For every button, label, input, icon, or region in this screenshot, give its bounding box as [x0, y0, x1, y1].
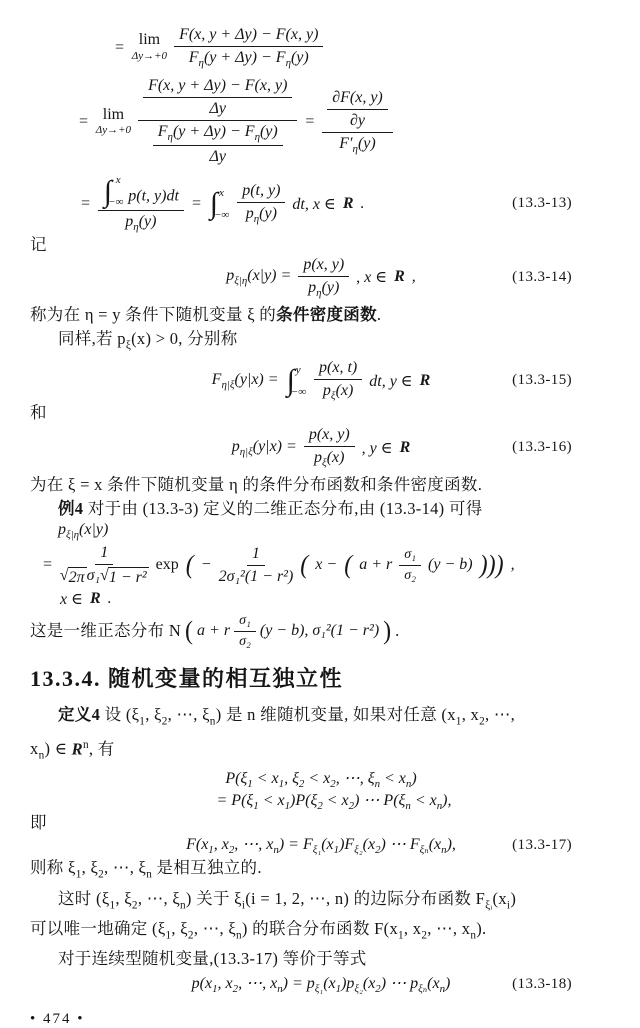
equation-body: $p(x_1$, $x_2$, ⋯, $x_n) = p_{\xi_1}(x_1)p_{\xi_2}(x_2)$ ⋯ $p_{\xi_n}(x_n)$: [191, 975, 451, 996]
paragraph-zecheng: 则称 $\xi_1$, $\xi_2$, ⋯, $\xi_n$ 是相互独立的.: [30, 858, 262, 881]
outer-denominator: [153, 121, 283, 166]
integrand-fraction: [237, 182, 285, 225]
fraction-numerator: 1: [247, 545, 265, 566]
paragraph-conditional-density: [30, 303, 612, 327]
inner-den: Δy: [209, 100, 226, 118]
paragraph-marginal-line1: 这时 ($\xi_1$, $\xi_2$, ⋯, $\xi_n$) 关于 $\xi_i(i = 1$, 2, ⋯, n) 的边际分布函数 $F_{\xi ᵢ}(x_i)$: [58, 888, 517, 911]
a-plus-r: a + r: [359, 556, 393, 574]
fraction-numerator: p(x, y): [304, 426, 355, 447]
text: .: [376, 304, 382, 324]
x-minus: x −: [315, 556, 338, 574]
radical: [60, 567, 87, 587]
upper-limit: x: [218, 186, 224, 199]
integral: [104, 174, 123, 208]
section-title: 随机变量的相互独立性: [108, 665, 344, 691]
integral-sign-icon: ∫: [209, 187, 218, 221]
integral: [210, 187, 229, 221]
example-equation-lhs: [58, 521, 612, 541]
fraction: [314, 359, 362, 402]
integral-sign-icon: ∫: [103, 174, 113, 208]
equation-number: (13.3-15): [512, 372, 572, 389]
fraction-denominator: $F_\eta(y + \Delta y) - F_\eta(y)$: [188, 49, 309, 70]
equation-13-3-18: [30, 973, 612, 995]
equation-number: (13.3-16): [512, 439, 572, 456]
equation-tail: dt, y ∈: [369, 372, 413, 390]
equals-sign: =: [80, 194, 91, 212]
lim-operator: [132, 32, 167, 62]
section-heading: [30, 662, 612, 693]
inner-num: $F_\eta(y + \Delta y) - F_\eta(y)$: [153, 123, 283, 146]
sigma-ratio-fraction: [399, 547, 421, 584]
equation-body: $F(x_1$, $x_2$, ⋯, $x_n) = F_{\xi_1}(x_1)F_{\xi_2}(x_2)$ ⋯ $F_{\xi_n}(x_n)$,: [186, 836, 456, 857]
fraction-numerator: σ₁: [399, 547, 421, 566]
inner-fraction-bottom: [153, 123, 283, 166]
exp-label: exp: [155, 556, 179, 574]
sqrt-icon: √: [100, 566, 109, 584]
integral-limits: [213, 186, 230, 221]
real-set-symbol: R: [342, 194, 354, 212]
fraction-denominator: $p_\eta(y)$: [308, 278, 340, 299]
integral: [287, 364, 306, 398]
period: .: [360, 194, 365, 212]
label-he: 和: [30, 403, 47, 423]
fraction-numerator: 1: [95, 544, 113, 565]
fraction-denominator: $p_\xi(x)$: [314, 449, 345, 470]
big-paren-open: (: [185, 550, 194, 580]
paragraph-marginal-line2: 可以唯一地确定 ($\xi_1$, $\xi_2$, ⋯, $\xi_n$) 的联合分布函数 $F(x_1$, $x_2$, ⋯, $x_n$).: [30, 918, 487, 942]
label-ji: 记: [30, 234, 47, 254]
radical: [100, 567, 149, 587]
equals-sign: =: [190, 194, 202, 212]
equation-number: (13.3-13): [512, 195, 572, 212]
lim-subscript: Δy→+0: [131, 50, 168, 63]
equation-limit-step1: [114, 26, 612, 69]
equation-number: (13.3-14): [512, 268, 572, 285]
sqrt-icon: √: [59, 566, 69, 584]
paragraph-normal-distribution: [30, 613, 612, 650]
inner-den: Δy: [209, 148, 226, 166]
fraction: [298, 256, 349, 299]
period: .: [395, 621, 400, 641]
equation-tail: , y ∈: [361, 439, 393, 457]
equation-lhs: $F_{\eta|\xi}(y|x)$ =: [211, 370, 279, 391]
text: , 有: [88, 739, 115, 759]
equals-sign: =: [42, 556, 53, 574]
equation-13-3-14: [30, 256, 612, 299]
big-paren-open: (: [300, 550, 309, 580]
equation-tail: , x ∈: [356, 269, 388, 287]
probability-equation-line2: [56, 790, 612, 812]
equation-lhs: $p_{\xi|\eta}(x|y)$ =: [226, 267, 292, 288]
equals-sign: =: [114, 38, 125, 56]
upper-limit: x: [115, 174, 121, 187]
paragraph-duiyu: 对于连续型随机变量,(13.3-17) 等价于等式: [58, 949, 367, 969]
y-minus-b: (y − b): [428, 556, 473, 574]
equation-13-3-16: [30, 426, 612, 469]
coefficient-fraction: [60, 544, 149, 587]
fraction: [304, 426, 355, 469]
radicand: 2π: [68, 568, 85, 586]
comma: ,: [411, 268, 416, 286]
real-set-symbol: R: [419, 371, 431, 389]
lower-limit: −∞: [108, 196, 124, 209]
integral-limits: [290, 363, 307, 398]
lower-limit: −∞: [213, 208, 230, 221]
big-paren-open: (: [344, 550, 353, 580]
paragraph-tongyang: 同样,若 $p_\xi(x) > 0$, 分别称: [58, 328, 238, 352]
rhs-numerator: [322, 89, 393, 133]
integral-limits: [108, 174, 124, 209]
inner-fraction-top: [143, 77, 292, 118]
rhs-denominator: $F'_\eta(y)$: [339, 134, 376, 155]
lower-limit: −∞: [290, 385, 307, 398]
partial-num: ∂F(x, y): [327, 89, 388, 110]
lim-subscript: Δy→+0: [95, 124, 132, 137]
outer-fraction: [138, 77, 297, 166]
comma: ,: [510, 556, 515, 574]
fraction-denominator: $p_\xi(x)$: [322, 382, 354, 403]
fraction-denominator: σ₂: [239, 633, 251, 649]
equation-limit-step2: [78, 77, 612, 166]
paragraph-definition4-line2: [30, 733, 612, 768]
equation-lhs: $p_{\eta|\xi}(y|x)$ =: [231, 437, 297, 458]
rhs-fraction: [322, 89, 393, 155]
fraction-denominator: $p_\eta(y)$: [125, 213, 157, 234]
lim-label: lim: [138, 31, 161, 49]
exponent-n: n: [82, 738, 89, 751]
fraction-numerator: F(x, y + Δy) − F(x, y): [174, 26, 323, 47]
paragraph-weizai: 为在 ξ = x 条件下随机变量 η 的条件分布函数和条件密度函数.: [30, 475, 483, 495]
paragraph-definition4-line1: [30, 703, 612, 733]
real-set-symbol: R: [394, 268, 405, 286]
fraction-numerator: σ₁: [234, 613, 256, 632]
real-set-symbol: R: [89, 589, 101, 607]
equation-13-3-17: [30, 834, 612, 856]
integral-sign-icon: ∫: [286, 363, 295, 397]
partial-den: ∂y: [349, 111, 365, 129]
fraction-numerator: [98, 174, 184, 211]
inner-num: F(x, y + Δy) − F(x, y): [143, 77, 292, 98]
definition-label: 定义4: [58, 704, 101, 724]
probability-equation-line1: [30, 768, 612, 790]
equation-number: (13.3-18): [512, 975, 572, 992]
equation-body: $P(\xi_1 < x_1$, $\xi_2 < x_2$, ⋯, $\xi_n < x_n$): [225, 769, 417, 790]
equation-number: (13.3-17): [512, 836, 572, 853]
fraction-denominator: $p_\eta(y)$: [245, 205, 277, 226]
inner-fraction: [219, 545, 294, 586]
radicand: 1 − r²: [108, 568, 147, 586]
real-set-symbol: R: [71, 739, 83, 759]
equation-tail: dt, x ∈: [292, 195, 336, 213]
integral-fraction: [98, 174, 184, 233]
equals-sign: =: [78, 112, 89, 130]
equation-tail: x ∈: [60, 590, 83, 608]
lim-label: lim: [102, 105, 125, 123]
text: 称为在 η = y 条件下随机变量 ξ 的: [30, 304, 277, 324]
page-number: • 474 •: [30, 1011, 85, 1028]
variance-term: (y − b), σ₁²(1 − r²): [259, 622, 380, 640]
equation-lhs: $p_{\xi|\eta}(x|y)$: [58, 521, 109, 542]
fraction-denominator: 2σ₁²(1 − r²): [218, 567, 294, 585]
integrand: p(t, y)dt: [128, 187, 179, 205]
lim-operator: [96, 107, 131, 137]
equals-sign: =: [304, 112, 316, 130]
fraction-numerator: p(x, y): [298, 256, 349, 277]
text: 这是一维正态分布 N: [30, 621, 182, 641]
period: .: [107, 589, 112, 607]
a-plus-r: a + r: [197, 622, 231, 640]
big-paren-open: (: [185, 616, 194, 646]
big-paren-close: ): [383, 616, 392, 646]
sigma1: σ₁: [86, 566, 101, 584]
text: 对于由 (13.3-3) 定义的二维正态分布,由 (13.3-14) 可得: [87, 499, 483, 519]
fraction: [174, 26, 323, 69]
equation-13-3-15: [30, 359, 612, 402]
big-parens-close: ))): [479, 550, 504, 580]
normal-args: [197, 613, 379, 650]
label-ji2: 即: [30, 813, 47, 833]
example-domain-line: [60, 589, 612, 609]
partial-fraction: [327, 89, 388, 130]
fraction-numerator: p(x, t): [314, 359, 362, 380]
equation-body: = $P(\xi_1 < x_1)P(\xi_2 < x_2)$ ⋯ $P(\xi_n < x_n)$,: [216, 791, 452, 813]
fraction-denominator: σ₂: [404, 567, 417, 583]
text: $x_n$) ∈: [30, 739, 72, 762]
sigma-ratio-fraction: [234, 613, 256, 650]
section-number: 13.3.4.: [30, 665, 101, 691]
paragraph-example4: [30, 497, 612, 521]
minus-sign: −: [200, 556, 212, 574]
example-equation-main: [42, 544, 612, 587]
outer-numerator: [138, 77, 297, 121]
fraction-denominator: [60, 565, 149, 587]
upper-limit: y: [295, 363, 301, 376]
real-set-symbol: R: [399, 438, 411, 456]
bold-term: 条件密度函数: [276, 304, 377, 324]
example-label: 例4: [58, 499, 84, 519]
fraction-numerator: p(t, y): [237, 182, 285, 203]
equation-13-3-13: [80, 174, 612, 233]
text: 设 ($\xi_1$, $\xi_2$, ⋯, $\xi_n$) 是 n 维随机变量, 如果对任意 ($x_1$, $x_2$, ⋯,: [104, 704, 516, 727]
